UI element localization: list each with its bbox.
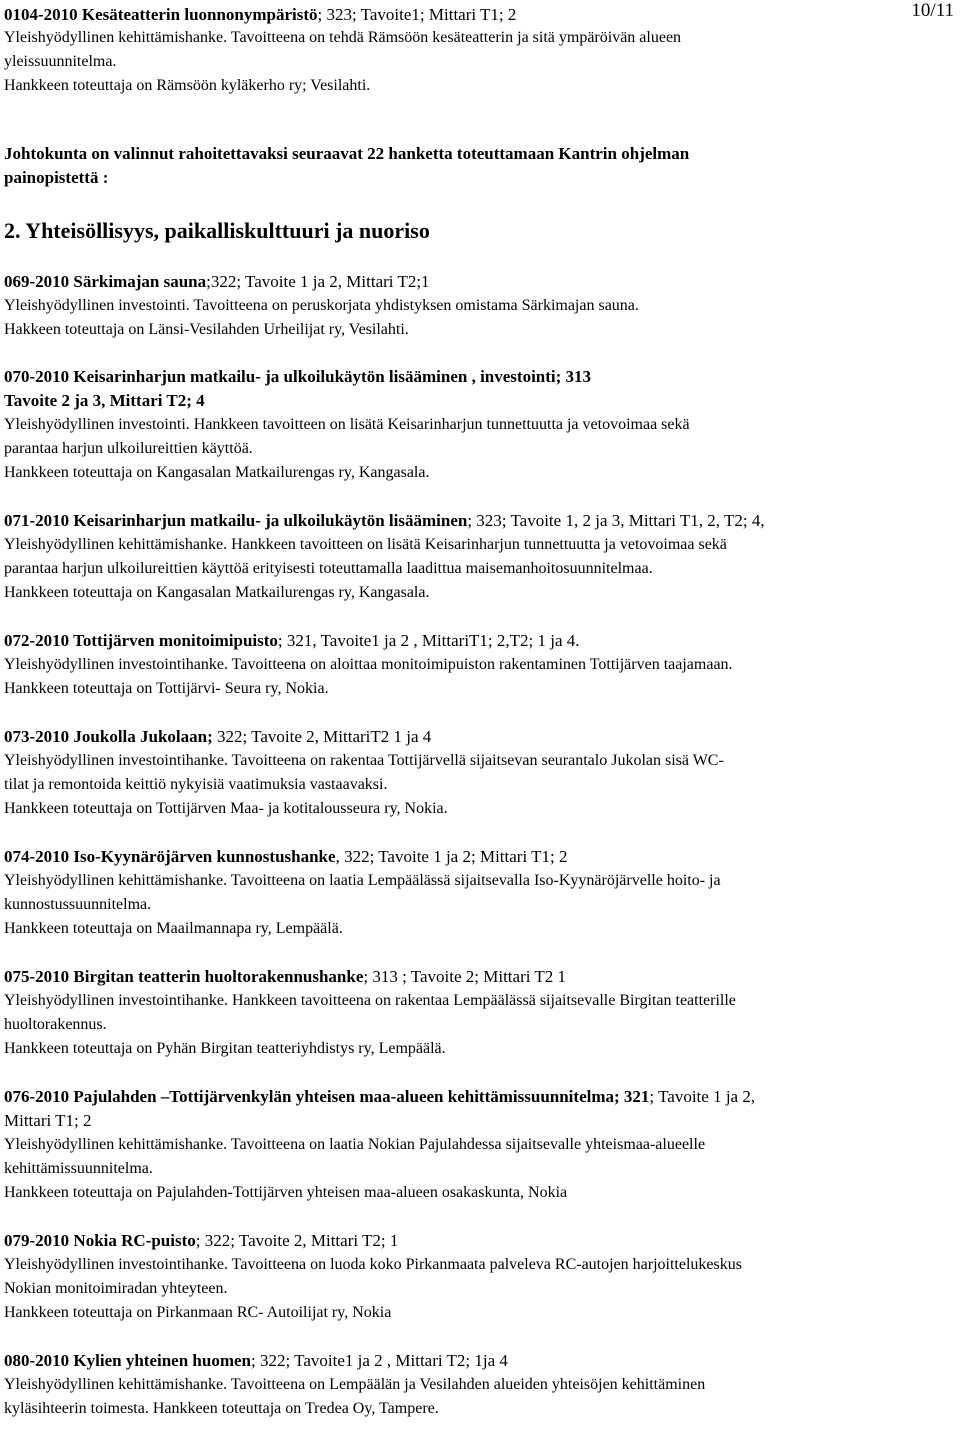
project-line: parantaa harjun ulkoilureittien käyttöä.	[4, 440, 253, 457]
project-076	[4, 1085, 956, 1205]
project-line: Yleishyödyllinen kehittämishanke. Tavoitteena on tehdä Rämsöön kesäteatterin ja sitä ympäröivän alueen	[4, 29, 682, 46]
project-line: Hankkeen toteuttaja on Rämsöön kyläkerho ry; Vesilahti.	[4, 77, 371, 94]
project-title	[4, 1085, 956, 1109]
project-line: Yleishyödyllinen kehittämishanke. Tavoitteena on laatia Lempäälässä sijaitsevalla Iso-Kyynäröjärvelle hoito- ja	[4, 872, 721, 889]
project-title-bold: 070-2010 Keisarinharjun matkailu- ja ulkoilukäytön lisääminen , investointi; 313	[4, 367, 592, 386]
project-line: kunnostussuunnitelma.	[4, 896, 152, 913]
project-075	[4, 965, 956, 1061]
project-line: parantaa harjun ulkoilureittien käyttöä erityisesti toteuttamalla laadittua maisemanhoitosuunnitelmaa.	[4, 560, 653, 577]
project-line: Yleishyödyllinen investointi. Tavoitteena on peruskorjata yhdistyksen omistama Särkimajan sauna.	[4, 297, 639, 314]
project-line: Hankkeen toteuttaja on Maailmannapa ry, Lempäälä.	[4, 920, 343, 937]
intro-paragraph	[4, 142, 956, 190]
project-title	[4, 1229, 956, 1253]
project-line: Yleishyödyllinen investointihanke. Tavoitteena on aloittaa monitoimipuiston rakentaminen Tottijärven taajamaan.	[4, 656, 733, 673]
project-line: Yleishyödyllinen investointihanke. Tavoitteena on rakentaa Tottijärvellä sijaitsevan seurantalo Jukolan sisä WC-	[4, 752, 724, 769]
project-title	[4, 3, 956, 26]
document-body	[4, 3, 956, 1421]
project-title-bold: 073-2010 Joukolla Jukolaan;	[4, 727, 213, 746]
page-number: 10/11	[911, 0, 954, 21]
project-line: Hankkeen toteuttaja on Tottijärvi- Seura ry, Nokia.	[4, 680, 329, 697]
project-line: Yleishyödyllinen investointihanke. Tavoitteena on luoda koko Pirkanmaata palveleva RC-autojen harjoittelukeskus	[4, 1256, 742, 1273]
project-title-bold: 071-2010 Keisarinharjun matkailu- ja ulkoilukäytön lisääminen	[4, 511, 468, 530]
project-line: Hankkeen toteuttaja on Tottijärven Maa- ja kotitalousseura ry, Nokia.	[4, 800, 448, 817]
project-line: Hankkeen toteuttaja on Pirkanmaan RC- Autoilijat ry, Nokia	[4, 1304, 392, 1321]
project-line: yleissuunnitelma.	[4, 53, 117, 70]
project-title	[4, 1349, 956, 1373]
project-line: Hankkeen toteuttaja on Kangasalan Matkailurengas ry, Kangasala.	[4, 464, 430, 481]
project-line: Nokian monitoimiradan yhteyteen.	[4, 1280, 228, 1297]
project-080	[4, 1349, 956, 1421]
project-title-rest: ; 323; Tavoite 1, 2 ja 3, Mittari T1, 2, T2; 4,	[467, 511, 765, 530]
project-line: Yleishyödyllinen kehittämishanke. Tavoitteena on laatia Nokian Pajulahdessa sijaitsevalle yhteismaa-alueelle	[4, 1136, 706, 1153]
project-074	[4, 845, 956, 941]
project-069	[4, 270, 956, 342]
project-line: Yleishyödyllinen kehittämishanke. Hankkeen tavoitteen on lisätä Keisarinharjun tunnettuutta ja vetovoimaa sekä	[4, 536, 727, 553]
project-title-bold: 0104-2010 Kesäteatterin luonnonympäristö	[4, 5, 318, 24]
project-title-rest: ; 313 ; Tavoite 2; Mittari T2 1	[363, 967, 567, 986]
project-title	[4, 965, 956, 989]
project-line: Hakkeen toteuttaja on Länsi-Vesilahden Urheilijat ry, Vesilahti.	[4, 321, 409, 338]
project-line: Hankkeen toteuttaja on Kangasalan Matkailurengas ry, Kangasala.	[4, 584, 430, 601]
project-079	[4, 1229, 956, 1325]
project-line: kyläsihteerin toimesta. Hankkeen toteuttaja on Tredea Oy, Tampere.	[4, 1400, 439, 1417]
project-title-rest: ; 323; Tavoite1; Mittari T1; 2	[317, 5, 517, 24]
project-title-rest: ;322; Tavoite 1 ja 2, Mittari T2;1	[206, 272, 430, 291]
intro-line: painopistettä :	[4, 168, 109, 187]
project-line: Yleishyödyllinen investointihanke. Hankkeen tavoitteena on rakentaa Lempäälässä sijaitsevalle Birgitan teatterille	[4, 992, 736, 1009]
project-title-bold: 080-2010 Kylien yhteinen huomen	[4, 1351, 251, 1370]
project-title-bold: 074-2010 Iso-Kyynäröjärven kunnostushanke	[4, 847, 336, 866]
project-title-rest: ; 321, Tavoite1 ja 2 , MittariT1; 2,T2; 1 ja 4.	[277, 631, 580, 650]
project-title	[4, 725, 956, 749]
project-072	[4, 629, 956, 701]
project-title	[4, 270, 956, 294]
project-title-rest: ; 322; Tavoite1 ja 2 , Mittari T2; 1ja 4	[251, 1351, 508, 1370]
project-line: kehittämissuunnitelma.	[4, 1160, 153, 1177]
project-line: huoltorakennus.	[4, 1016, 107, 1033]
project-title-bold: 079-2010 Nokia RC-puisto	[4, 1231, 196, 1250]
project-title-bold: 069-2010 Särkimajan sauna	[4, 272, 207, 291]
project-line: Yleishyödyllinen investointi. Hankkeen tavoitteen on lisätä Keisarinharjun tunnettuutta ja vetovoimaa sekä	[4, 416, 690, 433]
project-line: Hankkeen toteuttaja on Pajulahden-Tottijärven yhteisen maa-alueen osakaskunta, Nokia	[4, 1184, 568, 1201]
project-title	[4, 509, 956, 533]
project-title-bold: 072-2010 Tottijärven monitoimipuisto	[4, 631, 278, 650]
intro-line: Johtokunta on valinnut rahoitettavaksi seuraavat 22 hanketta toteuttamaan Kantrin ohjelman	[4, 144, 690, 163]
project-title	[4, 629, 956, 653]
project-073	[4, 725, 956, 821]
project-title	[4, 845, 956, 869]
project-line: Yleishyödyllinen kehittämishanke. Tavoitteena on Lempäälän ja Vesilahden alueiden yhteisöjen kehittäminen	[4, 1376, 706, 1393]
project-071	[4, 509, 956, 605]
project-title-rest: ; 322; Tavoite 2, Mittari T2; 1	[195, 1231, 399, 1250]
project-line: Hankkeen toteuttaja on Pyhän Birgitan teatteriyhdistys ry, Lempäälä.	[4, 1040, 446, 1057]
section-heading: 2. Yhteisöllisyys, paikalliskulttuuri ja nuoriso	[4, 218, 430, 243]
project-0104	[4, 3, 956, 98]
project-title-bold: 075-2010 Birgitan teatterin huoltorakennushanke	[4, 967, 364, 986]
project-title-rest: , 322; Tavoite 1 ja 2; Mittari T1; 2	[335, 847, 568, 866]
project-title-bold: 076-2010 Pajulahden –Tottijärvenkylän yhteisen maa-alueen kehittämissuunnitelma; 321	[4, 1087, 650, 1106]
project-title-rest: ; Tavoite 1 ja 2,	[649, 1087, 756, 1106]
project-070	[4, 365, 956, 485]
project-title-line2: Mittari T1; 2	[4, 1111, 92, 1130]
project-title-rest: 322; Tavoite 2, MittariT2 1 ja 4	[212, 727, 432, 746]
project-line: tilat ja remontoida keittiö nykyisiä vaatimuksia vastaavaksi.	[4, 776, 388, 793]
project-title-bold: Tavoite 2 ja 3, Mittari T2; 4	[4, 391, 205, 410]
